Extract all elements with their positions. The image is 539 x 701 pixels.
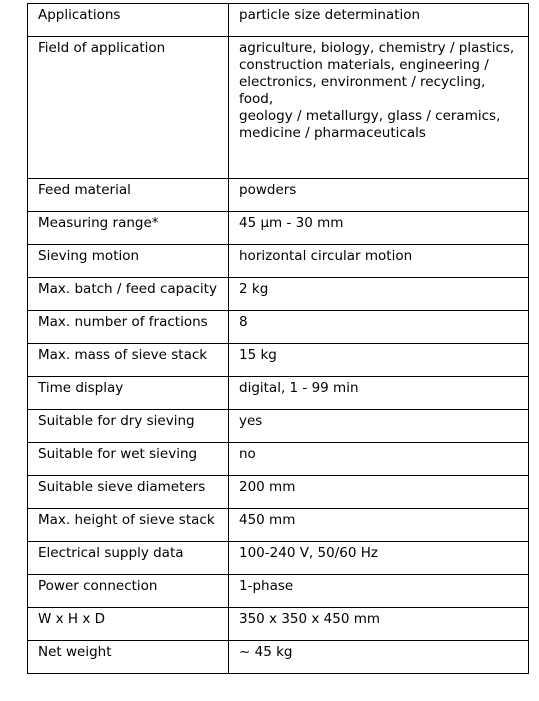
table-row: [28, 509, 529, 542]
spec-value: [229, 212, 529, 245]
spec-label-text: Suitable for wet sieving: [38, 446, 198, 462]
spec-label-text: Power connection: [38, 578, 158, 594]
table-row: [28, 443, 529, 476]
spec-value-text: powders: [239, 182, 297, 198]
spec-label-text: Suitable for dry sieving: [38, 413, 195, 429]
spec-value: [229, 4, 529, 37]
spec-value: [229, 509, 529, 542]
spec-value-text: yes: [239, 413, 263, 429]
spec-value: [229, 575, 529, 608]
spec-value-text: 2 kg: [239, 281, 269, 297]
table-row: [28, 641, 529, 674]
spec-label: [28, 542, 229, 575]
table-row: [28, 311, 529, 344]
spec-label-text: W x H x D: [38, 611, 106, 627]
table-row: [28, 344, 529, 377]
spec-value-text: 200 mm: [239, 479, 296, 495]
spec-label: [28, 377, 229, 410]
spec-label: [28, 4, 229, 37]
specifications-table: [27, 3, 529, 674]
spec-value-text: digital, 1 - 99 min: [239, 380, 359, 396]
spec-value: [229, 344, 529, 377]
spec-label: [28, 212, 229, 245]
spec-label: [28, 410, 229, 443]
spec-value-text: agriculture, biology, chemistry / plastics, construction materials, engineering / electronics, environment / recycling, food, geology / metallurgy, glass / ceramics, medicine / pharmaceuticals: [239, 40, 515, 141]
spec-value-text: 15 kg: [239, 347, 277, 363]
table-row: [28, 608, 529, 641]
spec-label: [28, 37, 229, 179]
table-row: [28, 245, 529, 278]
spec-label: [28, 641, 229, 674]
spec-value-text: no: [239, 446, 256, 462]
spec-value-text: 1-phase: [239, 578, 294, 594]
spec-value: [229, 377, 529, 410]
spec-label-text: Suitable sieve diameters: [38, 479, 206, 495]
spec-label-text: Time display: [38, 380, 124, 396]
spec-label: [28, 245, 229, 278]
spec-value-text: horizontal circular motion: [239, 248, 413, 264]
spec-label-text: Electrical supply data: [38, 545, 184, 561]
spec-value: [229, 245, 529, 278]
spec-label: [28, 278, 229, 311]
spec-label: [28, 179, 229, 212]
spec-label-text: Applications: [38, 7, 121, 23]
spec-value-text: 100-240 V, 50/60 Hz: [239, 545, 378, 561]
spec-value: [229, 443, 529, 476]
spec-value-text: 450 mm: [239, 512, 296, 528]
spec-value-text: ~ 45 kg: [239, 644, 293, 660]
spec-label-text: Max. mass of sieve stack: [38, 347, 208, 363]
table-row: [28, 37, 529, 179]
spec-value-text: 350 x 350 x 450 mm: [239, 611, 381, 627]
spec-label: [28, 509, 229, 542]
spec-value: [229, 476, 529, 509]
spec-label: [28, 443, 229, 476]
spec-label: [28, 344, 229, 377]
spec-value: [229, 179, 529, 212]
table-row: [28, 542, 529, 575]
spec-value: [229, 311, 529, 344]
spec-value: [229, 608, 529, 641]
spec-label-text: Max. batch / feed capacity: [38, 281, 217, 297]
spec-value: [229, 37, 529, 179]
spec-label-text: Field of application: [38, 40, 166, 56]
spec-value: [229, 410, 529, 443]
table-row: [28, 476, 529, 509]
spec-label-text: Max. number of fractions: [38, 314, 208, 330]
spec-label: [28, 476, 229, 509]
table-row: [28, 212, 529, 245]
table-row: [28, 179, 529, 212]
table-row: [28, 410, 529, 443]
spec-value: [229, 641, 529, 674]
spec-label: [28, 311, 229, 344]
table-row: [28, 278, 529, 311]
spec-label-text: Sieving motion: [38, 248, 140, 264]
spec-label-text: Max. height of sieve stack: [38, 512, 215, 528]
table-row: [28, 4, 529, 37]
table-row: [28, 377, 529, 410]
spec-label-text: Feed material: [38, 182, 131, 198]
spec-value-text: particle size determination: [239, 7, 421, 23]
spec-value: [229, 542, 529, 575]
spec-label: [28, 608, 229, 641]
spec-label-text: Measuring range*: [38, 215, 159, 231]
table-row: [28, 575, 529, 608]
spec-value-text: 45 µm - 30 mm: [239, 215, 344, 231]
spec-value: [229, 278, 529, 311]
spec-label: [28, 575, 229, 608]
spec-value-text: 8: [239, 314, 248, 330]
spec-label-text: Net weight: [38, 644, 112, 660]
